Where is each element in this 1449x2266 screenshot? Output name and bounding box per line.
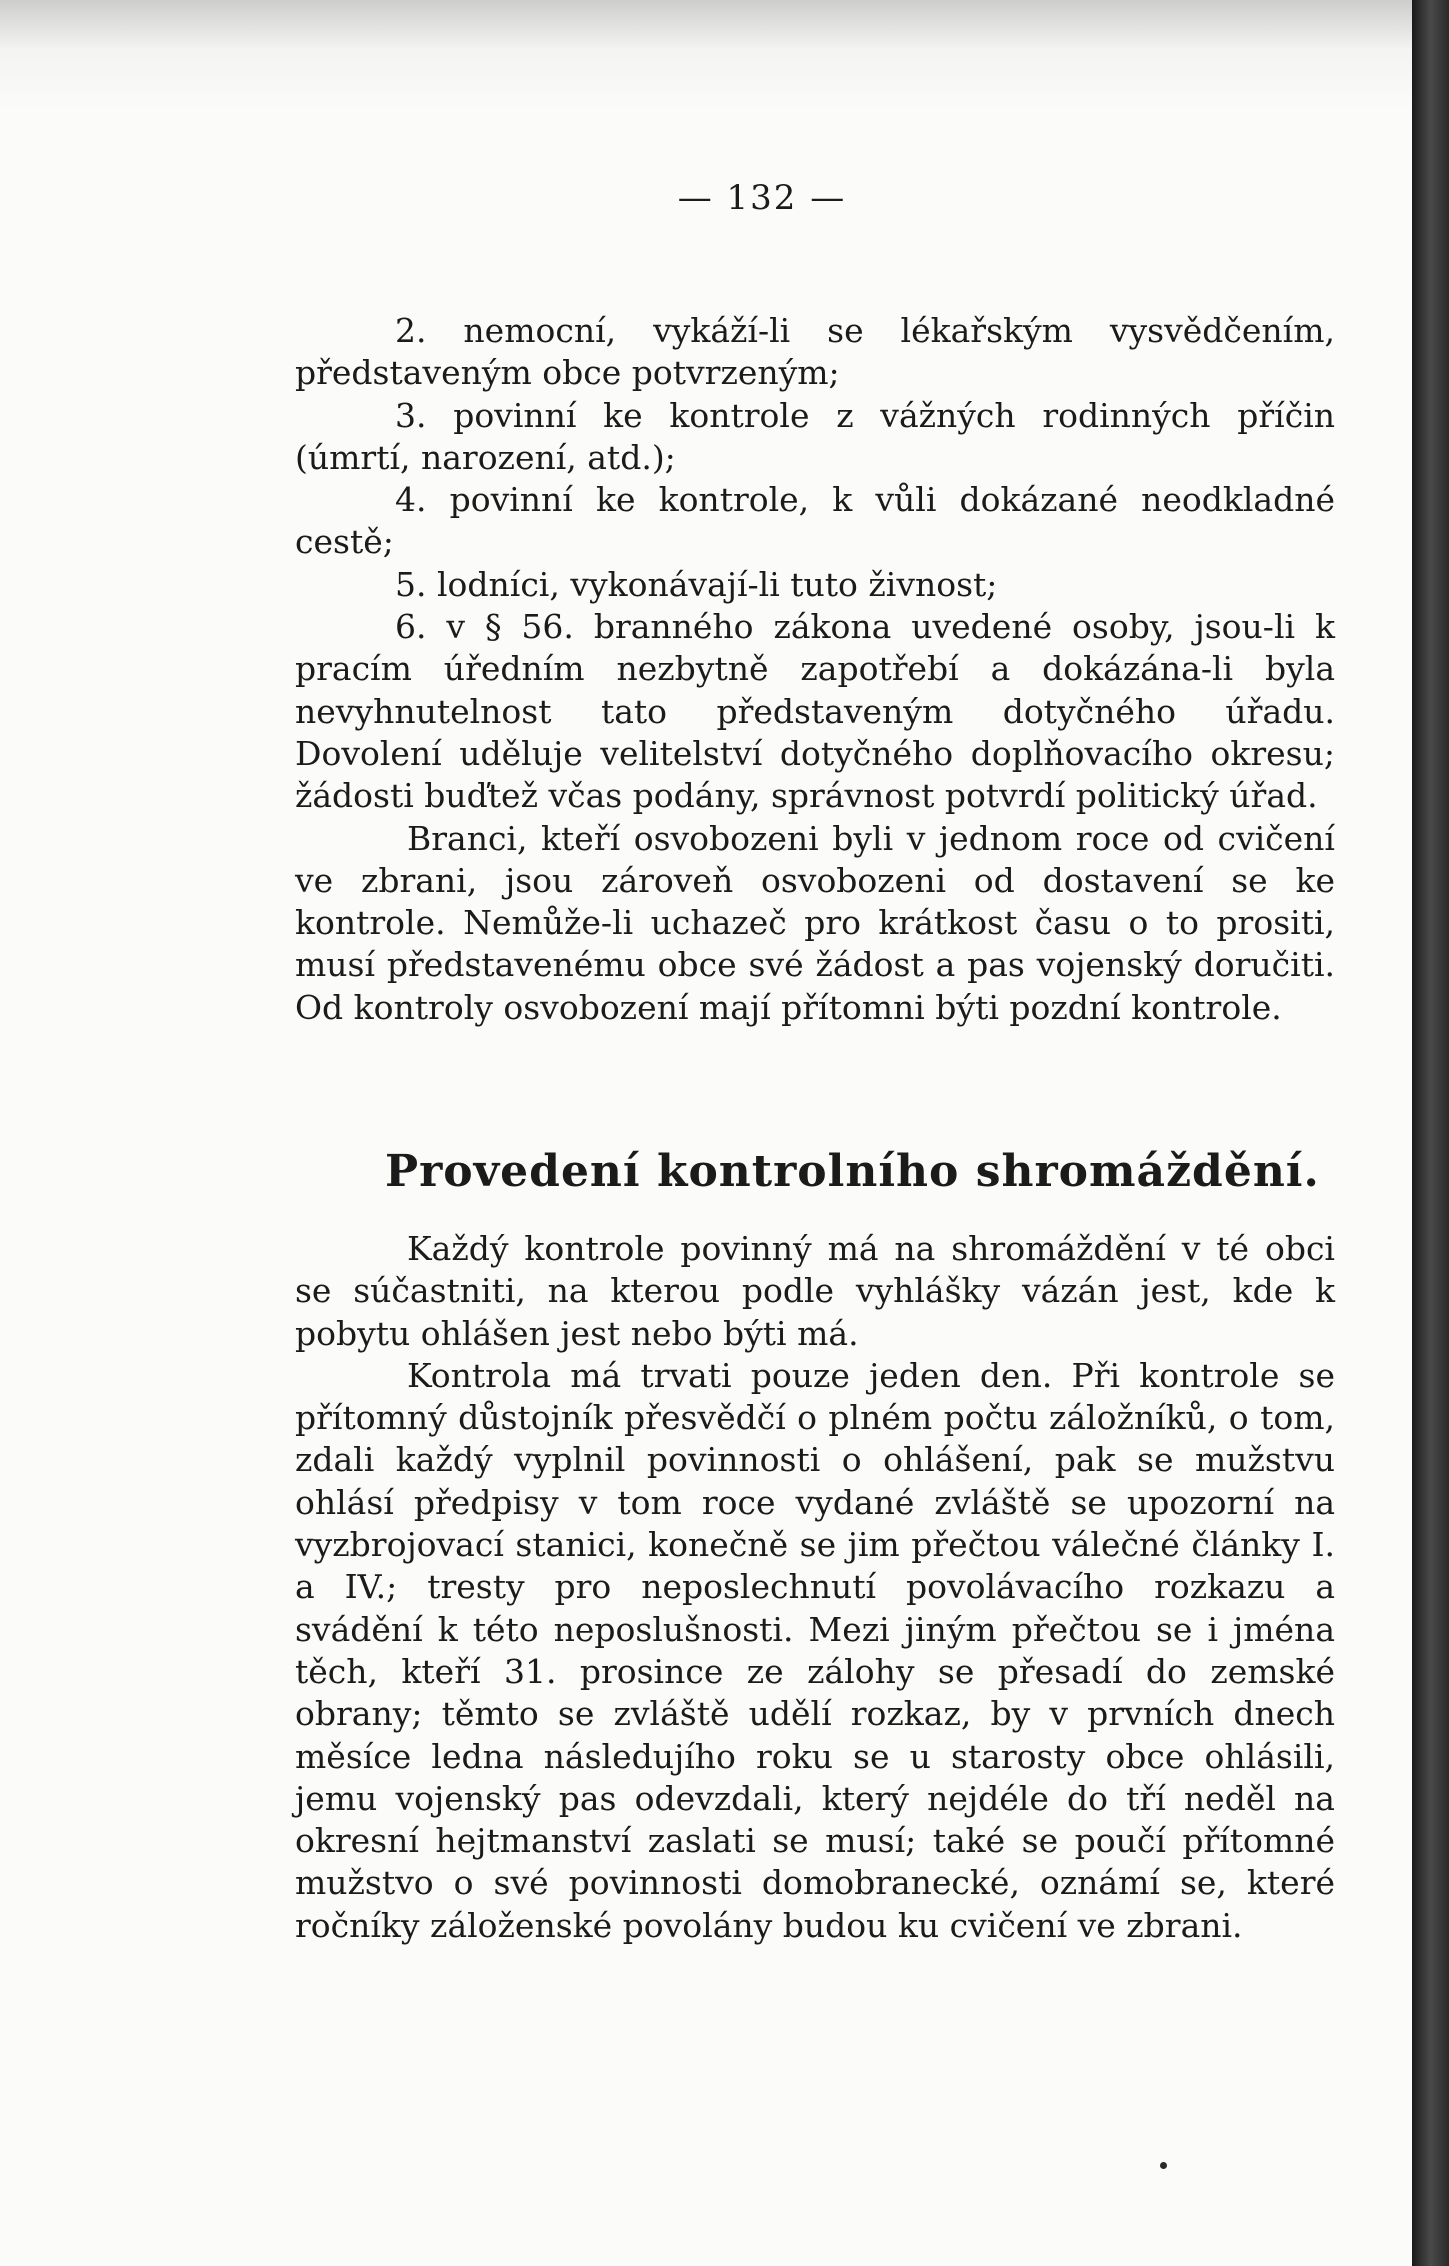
paragraph-kontrola: Kontrola má trvati pouze jeden den. Při kontrole se přítomný důstojník přesvědčí o plném počtu záložníků, o tom, zdali každý vyplnil povinnosti o ohlášení, pak se mužstvu ohlásí předpisy v tom roce vydané zvláště se upozorní na vyzbrojovací stanici, konečně se jim přečtou válečné články I. a IV.; tresty pro neposlechnutí povolávacího rozkazu a svádění k této neposlušnosti. Mezi jiným přečtou se i jména těch, kteří 31. prosince ze zálohy se přesadí do zemské obrany; těmto se zvláště udělí rozkaz, by v prvních dnech měsíce ledna následujího roku se u starosty obce ohlásili, jemu vojenský pas odevzdali, který nejdéle do tří neděl na okresní hejtmanství zaslati se musí; také se poučí přítomné mužstvo o své povinnosti domobranecké, oznámí se, které ročníky záloženské povolány budou ku cvičení ve zbrani.: [295, 1355, 1335, 1945]
section-title: Provedení kontrolního shromáždění.: [385, 1146, 1320, 1197]
page-edge-shadow: [1412, 0, 1449, 2266]
paragraph-branci: Branci, kteří osvobozeni byli v jednom roce od cvičení ve zbrani, jsou zároveň osvobozeni od dostavení se ke kontrole. Nemůže-li uchazeč pro krátkost času o to prositi, musí představenému obce své žádost a pas vojenský doručiti. Od kontroly osvobození mají přítomni býti pozdní kontrole.: [295, 818, 1335, 1027]
list-item-3: 3. povinní ke kontrole z vážných rodinných příčin (úmrtí, narození, atd.);: [295, 395, 1335, 477]
paragraph-kazdy: Každý kontrole povinný má na shromáždění v té obci se súčastniti, na kterou podle vyhlášky vázán jest, kde k pobytu ohlášen jest nebo býti má.: [295, 1229, 1335, 1353]
list-item-5: 5. lodníci, vykonávají-li tuto živnost;: [395, 564, 998, 604]
page-number: — 132 —: [677, 178, 847, 218]
list-item-6: 6. v § 56. branného zákona uvedené osoby, jsou-li k pracím úředním nezbytně zapotřebí a dokázána-li byla nevyhnutelnost tato představeným dotyčného úřadu. Dovolení uděluje velitelství dotyčného doplňovacího okresu; žádosti buďtež včas podány, správnost potvrdí politický úřad.: [295, 607, 1335, 816]
list-item-4: 4. povinní ke kontrole, k vůli dokázané neodkladné cestě;: [295, 480, 1335, 562]
page-header: [0, 178, 1412, 218]
text-block-lower: [295, 1228, 1335, 1947]
list-item-2: 2. nemocní, vykáží-li se lékařským vysvědčením, představeným obce potvrzeným;: [295, 311, 1335, 393]
scan-speck: [1160, 2162, 1167, 2169]
scan-shadow: [0, 0, 1412, 110]
text-block-upper: [295, 310, 1335, 1029]
